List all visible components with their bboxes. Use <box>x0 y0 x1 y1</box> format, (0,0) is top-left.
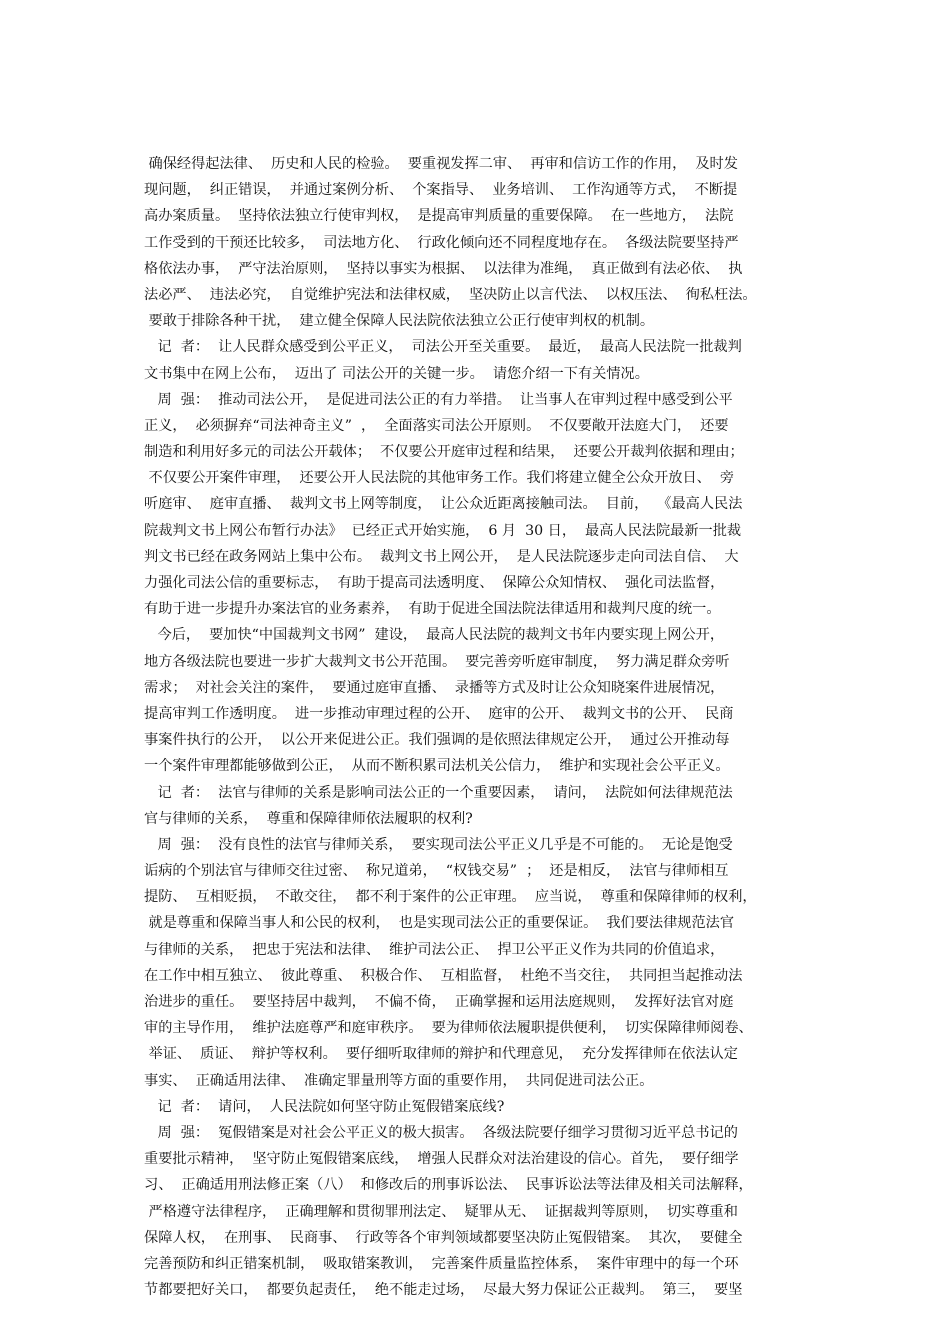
text-line: 事实、 正确适用法律、 准确定罪量刑等方面的重要作用， 共同促进司法公正。 <box>144 1072 654 1089</box>
text-line: 需求； 对社会关注的案件， 要通过庭审直播、 录播等方式及时让公众知晓案件进展情况， <box>144 679 725 696</box>
text-line: 举证、 质证、 辩护等权利。 要仔细听取律师的辩护和代理意见， 充分发挥律师在依法认定 <box>144 1046 738 1063</box>
text-line: 有助于进一步提升办案法官的业务素养， 有助于促进全国法院法律适用和裁判尺度的统一。 <box>144 601 721 618</box>
text-line: 节都要把好关口， 都要负起责任， 绝不能走过场， 尽最大努力保证公正裁判。 第三， 要坚 <box>144 1282 743 1299</box>
text-line: 格依法办事， 严守法治原则， 坚持以事实为根据、 以法律为准绳， 真正做到有法必依、 执 <box>144 260 743 277</box>
text-line: 在工作中相互独立、 彼此尊重、 积极合作、 互相监督， 杜绝不当交往， 共同担当起推动法 <box>144 967 743 984</box>
text-line: 记 者： 让人民群众感受到公平正义， 司法公开至关重要。 最近， 最高人民法院一批裁判 <box>144 339 742 356</box>
text-line: 正义， 必须摒弃“司法神奇主义” ， 全面落实司法公开原则。 不仅要敞开法庭大门， 还要 <box>144 417 729 434</box>
text-line: 习、 正确适用刑法修正案（八） 和修改后的刑事诉讼法、 民事诉讼法等法律及相关司法解释， <box>144 1177 753 1194</box>
document-body <box>144 151 824 1303</box>
text-line: 力强化司法公信的重要标志， 有助于提高司法透明度、 保障公众知情权、 强化司法监督， <box>144 575 725 591</box>
text-line: 就是尊重和保障当事人和公民的权利， 也是实现司法公正的重要保证。 我们要法律规范法官 <box>144 915 735 932</box>
text-line: 记 者： 请问， 人民法院如何坚守防止冤假错案底线? <box>144 1098 505 1115</box>
text-line: 文书集中在网上公布， 迈出了 司法公开的关键一步。 请您介绍一下有关情况。 <box>144 365 649 382</box>
text-line: 今后， 要加快“中国裁判文书网” 建设， 最高人民法院的裁判文书年内要实现上网公开， <box>144 627 725 644</box>
text-line: 周 强： 冤假错案是对社会公平正义的极大损害。 各级法院要仔细学习贯彻习近平总书记的 <box>144 1124 738 1141</box>
text-line: 完善预防和纠正错案机制， 吸取错案教训， 完善案件质量监控体系， 案件审理中的每一个环 <box>144 1255 739 1272</box>
text-line: 判文书已经在政务网站上集中公布。 裁判文书上网公开， 是人民法院逐步走向司法自信、 大 <box>144 548 739 565</box>
text-line: 制造和利用好多元的司法公开载体； 不仅要公开庭审过程和结果， 还要公开裁判依据和理由； <box>144 444 744 461</box>
text-line: 周 强： 推动司法公开， 是促进司法公正的有力举措。 让当事人在审判过程中感受到公平 <box>144 391 733 408</box>
text-line: 重要批示精神， 坚守防止冤假错案底线， 增强人民群众对法治建设的信心。首先， 要仔细学 <box>144 1151 739 1168</box>
text-line: 严格遵守法律程序， 正确理解和贯彻罪刑法定、 疑罪从无、 证据裁判等原则， 切实尊重和 <box>144 1203 738 1220</box>
text-line: 诟病的个别法官与律师交往过密、 称兄道弟， “权钱交易” ； 还是相反， 法官与律师相互 <box>144 863 729 880</box>
text-line: 事案件执行的公开， 以公开来促进公正。我们强调的是依照法律规定公开， 通过公开推动每 <box>144 732 730 749</box>
text-line: 法必严、 违法必究， 自觉维护宪法和法律权威， 坚决防止以言代法、 以权压法、 徇私枉法。 <box>144 286 757 303</box>
text-line: 要敢于排除各种干扰， 建立健全保障人民法院依法独立公正行使审判权的机制。 <box>144 313 655 330</box>
text-line: 治进步的重任。 要坚持居中裁判， 不偏不倚， 正确掌握和运用法庭规则， 发挥好法官对庭 <box>144 994 734 1010</box>
text-line: 院裁判文书上网公布暂行办法》 已经正式开始实施， 6 月 30 日， 最高人民法院最新一批裁 <box>144 522 742 539</box>
text-line: 一个案件审理都能够做到公正， 从而不断积累司法机关公信力， 维护和实现社会公平正义。 <box>144 758 730 775</box>
text-line: 与律师的关系， 把忠于宪法和法律、 维护司法公正、 捍卫公平正义作为共同的价值追求， <box>144 941 725 958</box>
text-line: 提防、 互相贬损， 不敢交往， 都不利于案件的公正审理。 应当说， 尊重和保障律师的权利， <box>144 889 757 906</box>
text-line: 官与律师的关系， 尊重和保障律师依法履职的权利? <box>144 810 473 827</box>
text-line: 审的主导作用， 维护法庭尊严和庭审秩序。 要为律师依法履职提供便利， 切实保障律师阅卷、 <box>144 1020 753 1037</box>
text-line: 地方各级法院也要进一步扩大裁判文书公开范围。 要完善旁听庭审制度， 努力满足群众旁听 <box>144 653 730 670</box>
text-line: 工作受到的干预还比较多， 司法地方化、 行政化倾向还不同程度地存在。 各级法院要坚持严 <box>144 234 739 251</box>
text-line: 周 强： 没有良性的法官与律师关系， 要实现司法公平正义几乎是不可能的。 无论是饱受 <box>144 836 733 853</box>
text-line: 记 者： 法官与律师的关系是影响司法公正的一个重要因素， 请问， 法院如何法律规范法 <box>144 784 733 801</box>
text-line: 确保经得起法律、 历史和人民的检验。 要重视发挥二审、 再审和信访工作的作用， 及时发 <box>144 156 738 172</box>
text-line: 高办案质量。 坚持依法独立行使审判权， 是提高审判质量的重要保障。 在一些地方， 法院 <box>144 208 734 225</box>
text-line: 不仅要公开案件审理， 还要公开人民法院的其他审务工作。我们将建立健全公众开放日、 旁 <box>144 470 735 487</box>
text-line: 听庭审、 庭审直播、 裁判文书上网等制度， 让公众近距离接触司法。 目前， 《最高人民法 <box>144 496 743 513</box>
text-line: 现问题， 纠正错误， 并通过案例分析、 个案指导、 业务培训、 工作沟通等方式， 不断提 <box>144 182 738 199</box>
text-line: 提高审判工作透明度。 进一步推动审理过程的公开、 庭审的公开、 裁判文书的公开、 民商 <box>144 705 734 722</box>
text-line: 保障人权， 在刑事、 民商事、 行政等各个审判领域都要坚决防止冤假错案。 其次， 要健全 <box>144 1229 743 1246</box>
